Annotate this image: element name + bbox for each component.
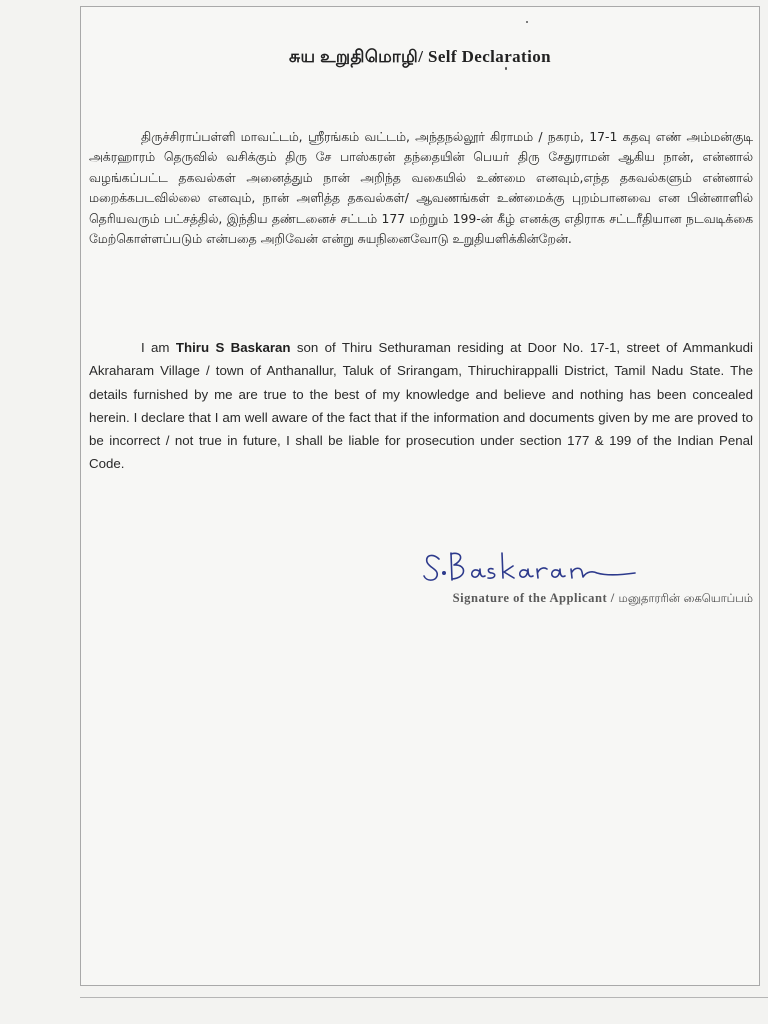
- document-title: [81, 47, 759, 69]
- title-english: Self Declaration: [427, 47, 551, 66]
- english-declaration-paragraph: [89, 336, 753, 476]
- signature-caption-english: Signature of the Applicant /: [452, 591, 615, 605]
- applicant-name: Thiru S Baskaran: [175, 340, 291, 355]
- paper-speck: [526, 21, 528, 23]
- paper-speck: [505, 67, 507, 70]
- signature-caption: [453, 591, 753, 607]
- english-paragraph-prefix: I am: [141, 340, 176, 355]
- tamil-declaration-paragraph: [89, 127, 753, 249]
- signature-caption-tamil: மனுதாரரின் கையொப்பம்: [618, 591, 753, 605]
- tamil-paragraph-text: திருச்சிராப்பள்ளி மாவட்டம், ஸ்ரீரங்கம் வட்டம், அந்தநல்லூர் கிராமம் / நகரம், 17-1 கதவு எண் அம்மன்குடி அக்ரஹாரம் தெருவில் வசிக்கும் திரு சே பாஸ்கரன் தந்தையின் பெயர் திரு சேதுராமன் ஆகிய நான், என்னால் வழங்கப்பட்ட தகவல்கள் அனைத்தும் நான் அறிந்த வகையில் உண்மை எனவும்,எந்த தகவல்களும் என்னால் மறைக்கபடவில்லை எனவும், நான் அளித்த தகவல்கள்/ ஆவணங்கள் உண்மைக்கு புறம்பானவை என பின்னாளில் தெரியவரும் பட்சத்தில், இந்திய தண்டனைச் சட்டம் 177 மற்றும் 199-ன் கீழ் எனக்கு எதிராக சட்டரீதியான நடவடிக்கை மேற்கொள்ளப்படும் என்பதை அறிவேன் என்று சுயநினைவோடு உறுதியளிக்கின்றேன்.: [89, 129, 753, 247]
- declaration-sheet: [80, 6, 760, 986]
- applicant-signature: [421, 545, 671, 589]
- bottom-border-line: [80, 997, 768, 998]
- english-paragraph-body: son of Thiru Sethuraman residing at Door No. 17-1, street of Ammankudi Akraharam Village / town of Anthanallur, Taluk of Srirangam, Thiruchirappalli District, Tamil Nadu State. The details furnished by me are true to the best of my knowledge and believe and nothing has been concealed herein. I declare that I am well aware of the fact that if the information and documents given by me are proved to be incorrect / not true in future, I shall be liable for prosecution under section 177 & 199 of the Indian Penal Code.: [89, 340, 753, 472]
- title-tamil: சுய உறுதிமொழி/: [288, 47, 424, 66]
